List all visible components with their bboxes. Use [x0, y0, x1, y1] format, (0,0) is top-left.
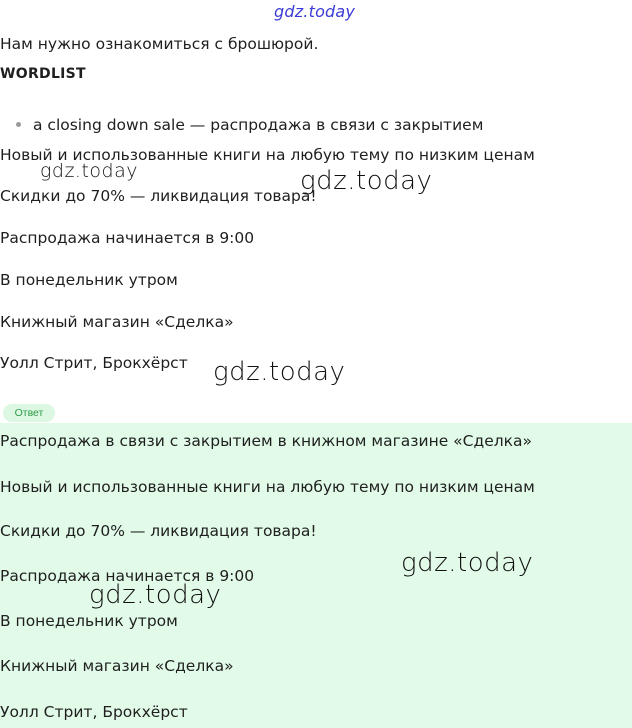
watermark: gdz.today	[89, 580, 222, 610]
wordlist-title: WORDLIST	[0, 66, 86, 82]
answer-badge: Ответ	[3, 404, 55, 422]
answer-line: Книжный магазин «Сделка»	[0, 657, 234, 675]
answer-line: Уолл Стрит, Брокхёрст	[0, 703, 188, 721]
answer-line: Новый и использованные книги на любую тему по низким ценам	[0, 478, 535, 496]
wordlist-item	[16, 115, 483, 135]
watermark: gdz.today	[401, 548, 534, 578]
answer-line: В понедельник утром	[0, 612, 178, 630]
task-line: Скидки до 70% — ликвидация товара!	[0, 187, 317, 205]
task-line: Новый и использованные книги на любую тему по низким ценам	[0, 146, 535, 164]
watermark: gdz.today	[300, 166, 433, 196]
answer-line: Распродажа в связи с закрытием в книжном магазине «Сделка»	[0, 432, 532, 450]
watermark: gdz.today	[213, 357, 346, 387]
answer-line: Скидки до 70% — ликвидация товара!	[0, 522, 317, 540]
task-line: Уолл Стрит, Брокхёрст	[0, 354, 188, 372]
answer-line: Распродажа начинается в 9:00	[0, 567, 255, 585]
task-line: Распродажа начинается в 9:00	[0, 229, 255, 247]
wordlist-item-text: a closing down sale — распродажа в связи с закрытием	[33, 116, 484, 134]
task-instruction: Нам нужно ознакомиться с брошюрой.	[0, 35, 319, 53]
header-watermark: gdz.today	[274, 2, 356, 21]
task-line: Книжный магазин «Сделка»	[0, 313, 234, 331]
watermark: gdz.today	[40, 160, 138, 182]
bullet-icon	[16, 122, 21, 127]
task-line: В понедельник утром	[0, 271, 178, 289]
